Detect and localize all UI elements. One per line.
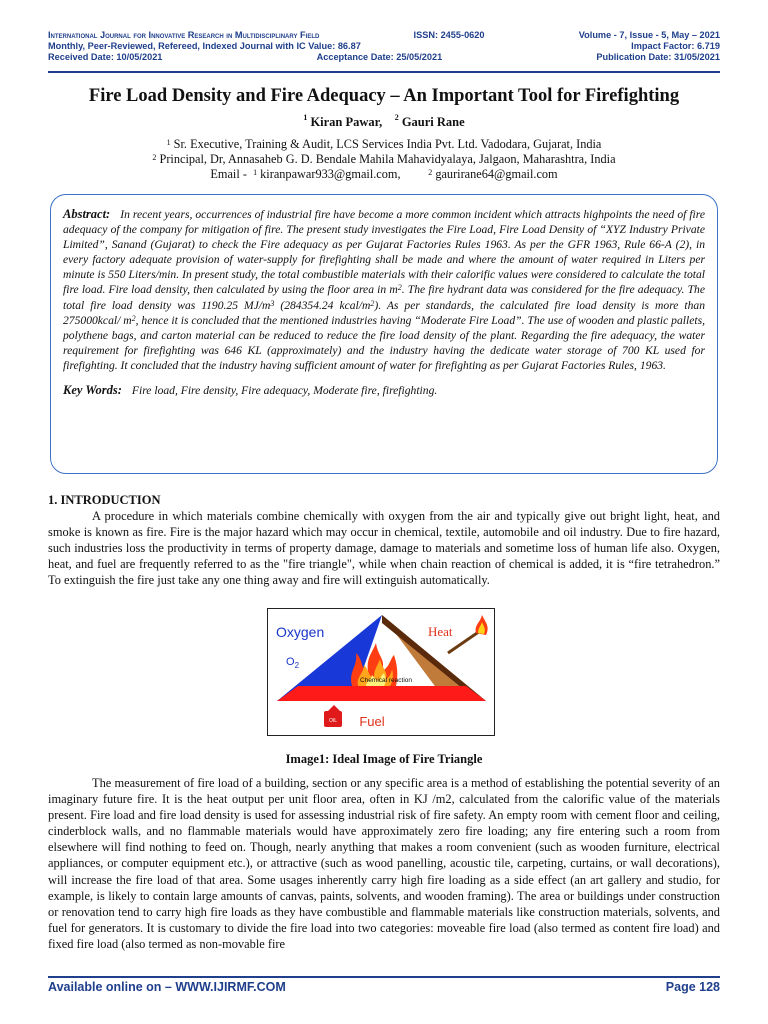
author-line <box>0 115 768 130</box>
author1-sup: 1 <box>303 113 308 122</box>
fire-triangle-figure <box>267 608 495 736</box>
svg-text:O2 <box>286 656 300 670</box>
chemical-reaction-label: Chemical reaction <box>359 677 413 684</box>
abstract-part-d: ). As per standards, the calculated fire load density is more than 275000kcal/ m <box>63 298 705 327</box>
abstract-label: Abstract: <box>63 207 111 221</box>
fuel-can-icon <box>324 705 342 727</box>
paper-title: Fire Load Density and Fire Adequacy – An Important Tool for Firefighting <box>88 86 680 106</box>
review-info: Monthly, Peer-Reviewed, Refereed, Indexed Journal with IC Value: 86.87 <box>48 41 361 51</box>
author-2: Gauri Rane <box>401 115 465 129</box>
figure-caption: Image1: Ideal Image of Fire Triangle <box>285 752 483 766</box>
footer-divider <box>48 976 720 978</box>
abstract-sup-b: 3 <box>270 298 275 308</box>
publication-date: Publication Date: 31/05/2021 <box>596 52 720 62</box>
page-number: Page 128 <box>665 980 720 994</box>
issn: ISSN: 2455-0620 <box>413 30 485 40</box>
author-1: Kiran Pawar, <box>310 115 383 129</box>
oxygen-label: Oxygen <box>276 624 325 640</box>
abstract-sup-a: 2 <box>397 283 402 293</box>
email1-sup: 1 <box>253 168 258 177</box>
abstract-sup-d: 2 <box>131 313 136 323</box>
abstract-sup-c: 2 <box>370 298 375 308</box>
abstract-box <box>50 194 718 474</box>
keywords <box>63 383 705 398</box>
email-label: Email - <box>210 167 247 181</box>
section-heading: 1. INTRODUCTION <box>48 493 161 507</box>
aff2-text: Principal, Dr, Annasaheb G. D. Bendale Mahila Mahavidyalaya, Jalgaon, Maharashtra, India <box>159 152 616 166</box>
email2-sup: 2 <box>428 168 433 177</box>
aff1-sup: 1 <box>166 138 171 147</box>
header-divider <box>48 71 720 73</box>
aff1-text: Sr. Executive, Training & Audit, LCS Services India Pvt. Ltd. Vadodara, Gujarat, India <box>173 137 602 151</box>
abstract-part-c: (284354.24 kcal/m <box>274 298 371 312</box>
acceptance-date: Acceptance Date: 25/05/2021 <box>316 52 443 62</box>
received-date: Received Date: 10/05/2021 <box>48 52 163 62</box>
fuel-label: Fuel <box>359 714 385 729</box>
volume-info: Volume - 7, Issue - 5, May – 2021 <box>578 30 720 40</box>
fire-triangle-diagram <box>268 609 494 735</box>
journal-header <box>48 30 720 63</box>
intro-paragraph-1: A procedure in which materials combine chemically with oxygen from the air and typically give out bright light, heat, and smoke is known as fire. Fire is the major hazard which may occur in chemical, textile, automobile and oil industry. Due to fire hazard, such industries loss the productivity in terms of property damage, damage to materials and sometime loss of human life also. Oxygen, heat, and fuel are frequently referred to as the "fire triangle", while when chain reaction of chemical is added, it is “fire tetrahedron.” To extinguish the fire just take any one thing away and fire will extinguish automatically. <box>48 509 720 588</box>
match-icon <box>448 615 488 653</box>
keywords-text: Fire load, Fire density, Fire adequacy, Moderate fire, firefighting. <box>131 384 438 398</box>
abstract-part-a: In recent years, occurrences of industrial fire have become a more common incident which attracts highpoints the need of fire adequacy of the company for mitigation of fire. The present study investigates the Fire Load, Fire Load Density of “XYZ Industry Private Limited”, Sanand (Gujarat) to check the Fire adequacy as per Gujarat Factories Rules 1963. As per the GFR 1963, Rule 66-A (2), in every factory adequate provision of water-supply for firefighting shall be made and where the amount of water required in Liters per minute is 550 Liters/min. In present study, the total combustible materials with their calorific values were considered to calculate the total fire load. Fire load density, then calculated by using the floor area in m <box>63 208 705 297</box>
journal-name: International Journal for Innovative Research in Multidisciplinary Field <box>48 30 320 40</box>
affiliation-2 <box>0 152 768 167</box>
heat-label: Heat <box>428 624 453 639</box>
email-2[interactable]: gaurirane64@gmail.com <box>435 167 558 181</box>
fuel-side-shape <box>277 686 486 701</box>
oil-label: OIL <box>328 718 338 724</box>
author2-sup: 2 <box>394 113 399 122</box>
abstract-part-e: , hence it is concluded that the mentioned industries having “Moderate Fire Load”. The use of wooden and plastic pallets, polythene bags, and carton material can be reduced to reduce the fire load density of the plant. Regarding the fire adequacy, the water requirement for firefighting was 646 KL (approximately) and the industry having the dedicate water storage of 700 KL used for firefighting. It concluded that the industry having sufficient amount of water for firefighting as per Gujarat Factories Rules, 1963. <box>63 313 705 372</box>
affiliation-1 <box>0 137 768 152</box>
impact-factor: Impact Factor: 6.719 <box>631 41 720 51</box>
intro-paragraph-2: The measurement of fire load of a building, section or any specific area is a method of establishing the potential severity of an imaginary future fire. It is the heat output per unit floor area, often in KJ /m2, calculated from the calorific value of the materials present. Fire load and fire load density is used for assessing industrial risk of fire safety. An empty room with cement floor and ceiling, cinderblock walls, and no flammable materials would have approximately zero fire loading; any fire entering such a room from elsewhere will find nothing to feed on. Though, nearly anything that makes a room convenient (such as wooden furniture, electrical appliances, or computer equipment etc.), or attractive (such as wood panelling, acoustic tile, carpeting, curtains, or wall decorations), will increase the fire load of that area. Some usages inherently carry high fire loading as a side effect (an art gallery and studio, for example, is likely to contain large amounts of canvas, paints, solvents, and wooden framing). The area or buildings under construction or renovation tend to carry high fire loads as they have combustible and flammable materials like construction materials, solvents, and fuel for generators. It is customary to divide the fire load into two categories: moveable fire load (also termed as content fire load) and fixed fire load (also termed as non-movable fire <box>48 776 720 951</box>
o2-sub: 2 <box>294 661 300 670</box>
o2-label: O <box>286 656 295 668</box>
email-line <box>0 167 768 182</box>
website-link[interactable]: Available online on – WWW.IJIRMF.COM <box>48 980 286 994</box>
page-footer <box>48 980 720 994</box>
abstract-part-b: . The fire hydrant data was considered for the fire adequacy. The total fire load density was 1190.25 MJ/m <box>63 283 706 312</box>
abstract-text <box>63 207 705 373</box>
keywords-label: Key Words: <box>63 383 122 398</box>
aff2-sup: 2 <box>152 153 157 162</box>
email-1[interactable]: kiranpawar933@gmail.com, <box>260 167 401 181</box>
